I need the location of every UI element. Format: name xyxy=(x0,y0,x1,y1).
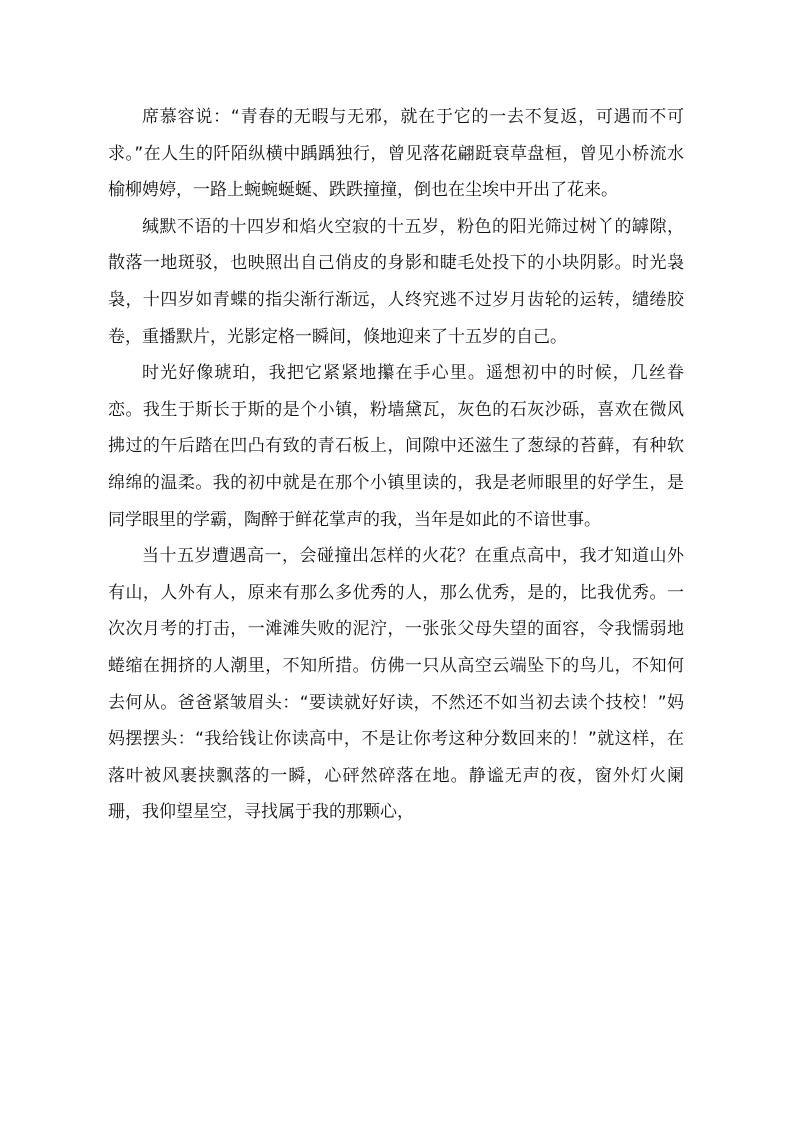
document-body xyxy=(108,99,684,831)
paragraph-4: 当十五岁遭遇高一，会碰撞出怎样的火花？在重点高中，我才知道山外有山，人外有人，原来有那么多优秀的人，那么优秀，是的，比我优秀。一次次月考的打击，一滩滩失败的泥泞，一张张父母失望的面容，令我懦弱地蜷缩在拥挤的人潮里，不知所措。仿佛一只从高空云端坠下的鸟儿，不知何去何从。爸爸紧皱眉头：“要读就好好读，不然还不如当初去读个技校！”妈妈摆摆头：“我给钱让你读高中，不是让你考这种分数回来的！”就这样，在落叶被风裹挟飘落的一瞬，心砰然碎落在地。静谧无声的夜，窗外灯火阑珊，我仰望星空，寻找属于我的那颗心， xyxy=(108,546,684,823)
paragraph-2: 缄默不语的十四岁和焰火空寂的十五岁，粉色的阳光筛过树丫的罅隙，散落一地斑驳，也映照出自己俏皮的身影和睫毛处投下的小块阴影。时光袅袅，十四岁如青蝶的指尖渐行渐远，人终究逃不过岁月齿轮的运转，缱绻胶卷，重播默片，光影定格一瞬间，倏地迎来了十五岁的自己。 xyxy=(108,216,684,347)
paragraph-3: 时光好像琥珀，我把它紧紧地攥在手心里。遥想初中的时候，几丝眷恋。我生于斯长于斯的是个小镇，粉墙黛瓦，灰色的石灰沙砾，喜欢在微风拂过的午后踏在凹凸有致的青石板上，间隙中还滋生了葱绿的苔藓，有种软绵绵的温柔。我的初中就是在那个小镇里读的，我是老师眼里的好学生，是同学眼里的学霸，陶醉于鲜花掌声的我，当年是如此的不谙世事。 xyxy=(108,363,684,530)
paragraph-1: 席慕容说：“青春的无暇与无邪，就在于它的一去不复返，可遇而不可求。”在人生的阡陌纵横中踽踽独行，曾见落花翩跹衰草盘桓，曾见小桥流水榆柳娉婷，一路上蜿蜿蜒蜒、跌跌撞撞，倒也在尘埃中开出了花来。 xyxy=(108,107,684,201)
